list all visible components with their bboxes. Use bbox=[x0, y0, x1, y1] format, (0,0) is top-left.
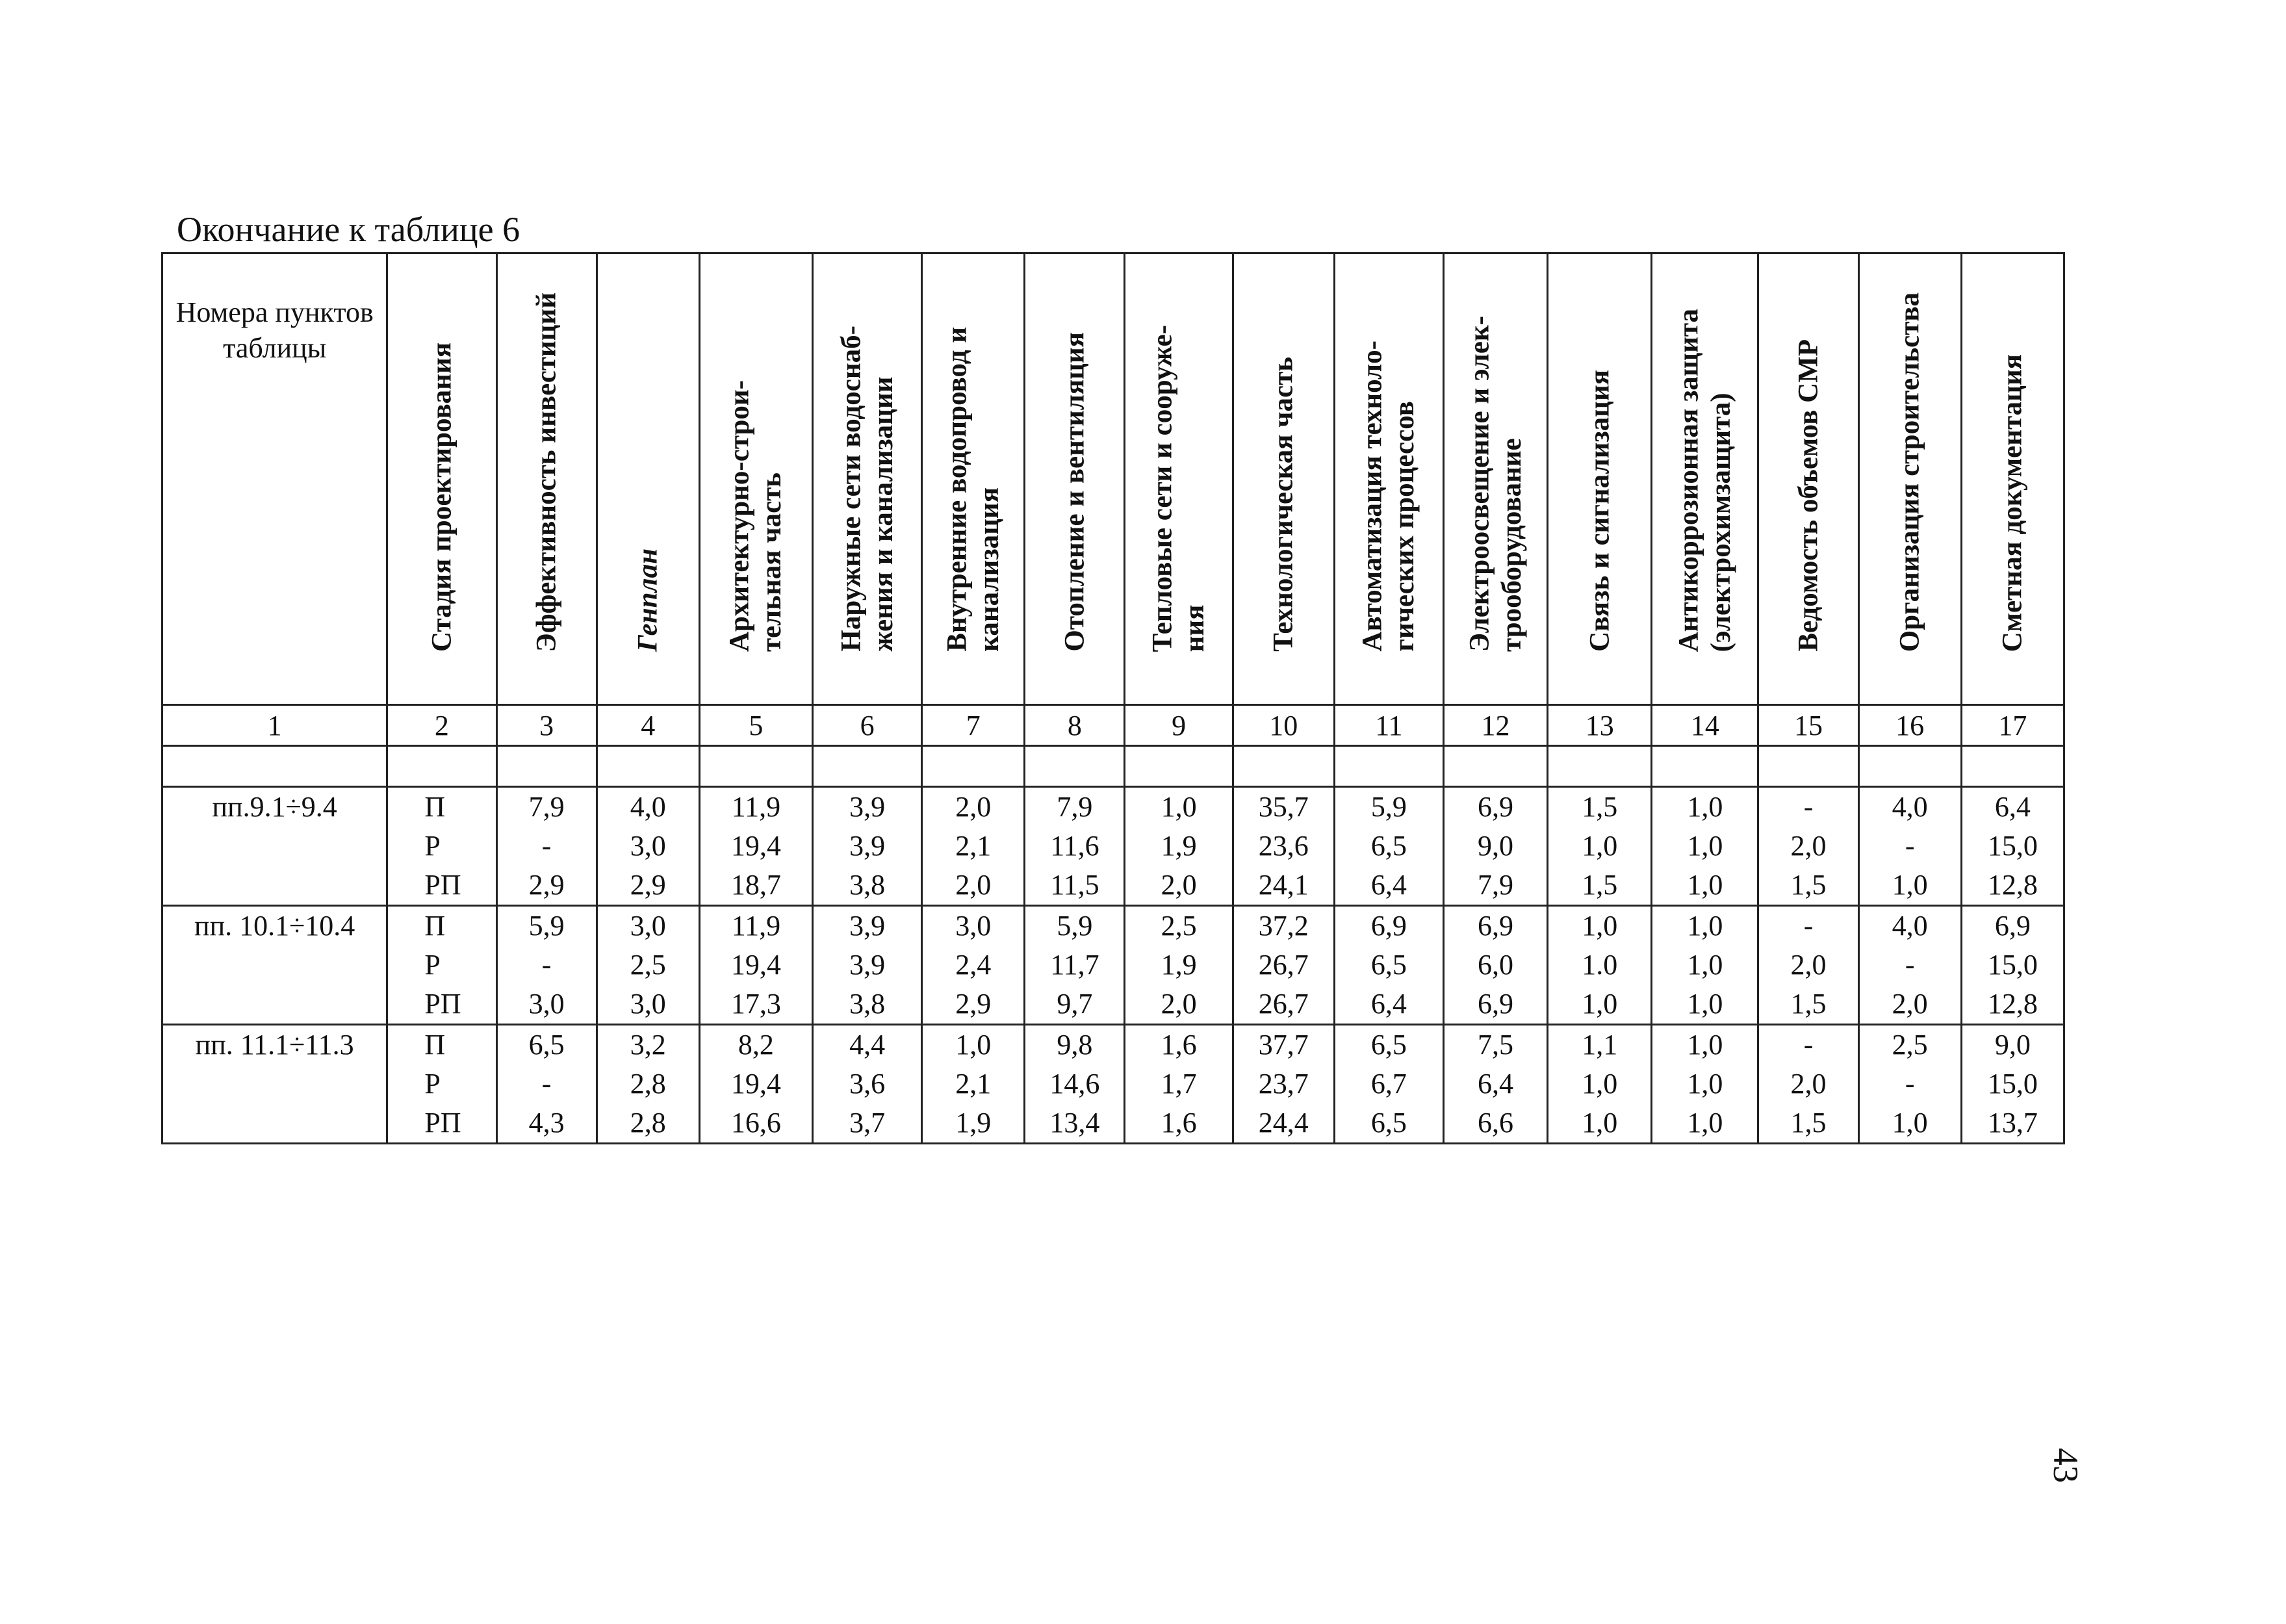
column-number: 5 bbox=[699, 705, 812, 746]
column-number: 4 bbox=[597, 705, 699, 746]
cell-value: 1,6 bbox=[1161, 1107, 1197, 1139]
spacer-cell bbox=[496, 746, 597, 787]
value-cell bbox=[922, 906, 1025, 1025]
cell-value: 2,0 bbox=[955, 791, 992, 823]
column-number: 13 bbox=[1548, 705, 1652, 746]
cell-value: 1,9 bbox=[1161, 830, 1197, 862]
value-cell bbox=[1233, 906, 1334, 1025]
header-label: Внутренние водопровод и канализация bbox=[942, 327, 1005, 652]
cell-value: 3,8 bbox=[849, 988, 886, 1020]
cell-value: 26,7 bbox=[1258, 949, 1309, 981]
value-cell bbox=[496, 906, 597, 1025]
spacer-cell bbox=[1443, 746, 1547, 787]
cell-value: 16,6 bbox=[730, 1107, 781, 1139]
cell-value: 7,9 bbox=[528, 791, 565, 823]
cell-value: 2,0 bbox=[1790, 830, 1827, 862]
cell-value: 1.0 bbox=[1582, 949, 1618, 981]
column-number: 14 bbox=[1652, 705, 1758, 746]
column-number-row bbox=[162, 705, 2064, 746]
stage-value: РП bbox=[424, 988, 461, 1020]
header-cell bbox=[1233, 253, 1334, 705]
cell-value: 2,0 bbox=[1161, 869, 1197, 901]
spacer-cell bbox=[922, 746, 1025, 787]
column-number: 11 bbox=[1334, 705, 1443, 746]
header-cell bbox=[1025, 253, 1125, 705]
cell-value: 24,1 bbox=[1258, 869, 1309, 901]
row-label: пп. 11.1÷11.3 bbox=[162, 1025, 387, 1144]
cell-value: 1,0 bbox=[1687, 791, 1723, 823]
cell-value: 1,0 bbox=[1582, 830, 1618, 862]
cell-value: 11,6 bbox=[1050, 830, 1099, 862]
cell-value: 1,6 bbox=[1161, 1029, 1197, 1061]
cell-value: 2,4 bbox=[955, 949, 992, 981]
cell-value: - bbox=[1803, 910, 1814, 942]
value-cell bbox=[1961, 1025, 2064, 1144]
value-cell bbox=[597, 1025, 699, 1144]
value-cell bbox=[1858, 906, 1961, 1025]
cell-value: - bbox=[1905, 830, 1915, 862]
spacer-cell bbox=[597, 746, 699, 787]
column-number: 7 bbox=[922, 705, 1025, 746]
cell-value: 1,5 bbox=[1790, 869, 1827, 901]
cell-value: 2,0 bbox=[1790, 1068, 1827, 1100]
column-number: 2 bbox=[387, 705, 496, 746]
cell-value: - bbox=[1905, 1068, 1915, 1100]
cell-value: 1,0 bbox=[1582, 988, 1618, 1020]
stage-cell bbox=[387, 787, 496, 906]
cell-value: 4,0 bbox=[630, 791, 666, 823]
cell-value: 3,7 bbox=[849, 1107, 886, 1139]
cell-value: 7,9 bbox=[1478, 869, 1514, 901]
stage-value: РП bbox=[424, 869, 461, 901]
cell-value: 3,8 bbox=[849, 869, 886, 901]
cell-value: 1,0 bbox=[1687, 910, 1723, 942]
cell-value: 15,0 bbox=[1987, 949, 2038, 981]
cell-value: 2,0 bbox=[1790, 949, 1827, 981]
cell-value: 1,0 bbox=[1687, 1107, 1723, 1139]
cell-value: 3,9 bbox=[849, 791, 886, 823]
spacer-row bbox=[162, 746, 2064, 787]
column-number: 17 bbox=[1961, 705, 2064, 746]
header-cell bbox=[1443, 253, 1547, 705]
cell-value: 6,4 bbox=[1370, 869, 1407, 901]
cell-value: 17,3 bbox=[730, 988, 781, 1020]
header-label: Наружные сети водоснаб- жения и канализации bbox=[836, 326, 899, 652]
header-cell bbox=[1548, 253, 1652, 705]
stage-value: Р bbox=[424, 1068, 441, 1100]
header-label: Стадия проектирования bbox=[426, 342, 457, 652]
spacer-cell bbox=[1652, 746, 1758, 787]
value-cell bbox=[699, 787, 812, 906]
cell-value: 35,7 bbox=[1258, 791, 1309, 823]
stage-value: П bbox=[424, 791, 446, 823]
cell-value: 2,8 bbox=[630, 1107, 666, 1139]
value-cell bbox=[1652, 787, 1758, 906]
header-cell bbox=[496, 253, 597, 705]
cell-value: 9,8 bbox=[1057, 1029, 1093, 1061]
value-cell bbox=[1233, 1025, 1334, 1144]
cell-value: 13,4 bbox=[1049, 1107, 1100, 1139]
column-number: 8 bbox=[1025, 705, 1125, 746]
spacer-cell bbox=[699, 746, 812, 787]
cell-value: 1,9 bbox=[1161, 949, 1197, 981]
value-cell bbox=[922, 1025, 1025, 1144]
header-cell bbox=[1125, 253, 1233, 705]
cell-value: 1,0 bbox=[1892, 869, 1928, 901]
page-number: 43 bbox=[2046, 1448, 2085, 1483]
cell-value: 1,7 bbox=[1161, 1068, 1197, 1100]
cell-value: 1,5 bbox=[1582, 791, 1618, 823]
spacer-cell bbox=[1858, 746, 1961, 787]
header-label: Технологическая часть bbox=[1268, 357, 1299, 652]
value-cell bbox=[699, 906, 812, 1025]
value-cell bbox=[1443, 1025, 1547, 1144]
value-cell bbox=[699, 1025, 812, 1144]
stage-value: Р bbox=[424, 949, 441, 981]
cell-value: - bbox=[541, 949, 552, 981]
cell-value: 18,7 bbox=[730, 869, 781, 901]
value-cell bbox=[496, 1025, 597, 1144]
header-cell bbox=[387, 253, 496, 705]
header-label: Организация строительства bbox=[1894, 292, 1925, 652]
cell-value: 19,4 bbox=[730, 830, 781, 862]
value-cell bbox=[1233, 787, 1334, 906]
cell-value: 6,4 bbox=[1478, 1068, 1514, 1100]
cell-value: - bbox=[1803, 791, 1814, 823]
header-cell bbox=[1334, 253, 1443, 705]
cell-value: 2,9 bbox=[955, 988, 992, 1020]
table-body bbox=[162, 787, 2064, 1144]
value-cell bbox=[1025, 787, 1125, 906]
header-cell bbox=[699, 253, 812, 705]
value-cell bbox=[1125, 787, 1233, 906]
header-cell bbox=[922, 253, 1025, 705]
value-cell bbox=[1548, 787, 1652, 906]
cell-value: 8,2 bbox=[738, 1029, 774, 1061]
header-label: Связь и сигнализация bbox=[1584, 370, 1615, 652]
cell-value: 1,0 bbox=[1892, 1107, 1928, 1139]
cell-value: 7,9 bbox=[1057, 791, 1093, 823]
cell-value: 1,0 bbox=[1582, 910, 1618, 942]
header-cell bbox=[813, 253, 922, 705]
value-cell bbox=[1443, 787, 1547, 906]
value-cell bbox=[1443, 906, 1547, 1025]
column-number: 3 bbox=[496, 705, 597, 746]
cell-value: 2,1 bbox=[955, 1068, 992, 1100]
cell-value: 1,5 bbox=[1790, 1107, 1827, 1139]
spacer-cell bbox=[813, 746, 922, 787]
cell-value: 1,9 bbox=[955, 1107, 992, 1139]
spacer-cell bbox=[1961, 746, 2064, 787]
data-table bbox=[161, 252, 2065, 1144]
value-cell bbox=[1858, 787, 1961, 906]
cell-value: 2,5 bbox=[630, 949, 666, 981]
spacer-cell bbox=[1025, 746, 1125, 787]
value-cell bbox=[496, 787, 597, 906]
cell-value: 14,6 bbox=[1049, 1068, 1100, 1100]
row-label: пп.9.1÷9.4 bbox=[162, 787, 387, 906]
cell-value: 19,4 bbox=[730, 1068, 781, 1100]
table-row bbox=[162, 1025, 2064, 1144]
cell-value: 3,9 bbox=[849, 949, 886, 981]
cell-value: 6,5 bbox=[528, 1029, 565, 1061]
value-cell bbox=[1334, 1025, 1443, 1144]
cell-value: 6,7 bbox=[1370, 1068, 1407, 1100]
header-label: Эффективность инвестиций bbox=[531, 292, 562, 652]
cell-value: 6,4 bbox=[1994, 791, 2031, 823]
header-label: Антикоррозионная защита (электрохимзащита) bbox=[1673, 308, 1736, 652]
value-cell bbox=[922, 787, 1025, 906]
cell-value: 2,9 bbox=[630, 869, 666, 901]
spacer-cell bbox=[387, 746, 496, 787]
cell-value: 6,9 bbox=[1994, 910, 2031, 942]
cell-value: 23,6 bbox=[1258, 830, 1309, 862]
cell-value: 5,9 bbox=[1057, 910, 1093, 942]
cell-value: 1,0 bbox=[1582, 1068, 1618, 1100]
column-number: 15 bbox=[1758, 705, 1858, 746]
cell-value: 3,9 bbox=[849, 830, 886, 862]
cell-value: 15,0 bbox=[1987, 830, 2038, 862]
header-cell: Номера пунктов таблицы bbox=[162, 253, 387, 705]
header-label: Архитектурно-строи- тельная часть bbox=[724, 380, 788, 652]
cell-value: 3,0 bbox=[630, 988, 666, 1020]
value-cell bbox=[1758, 787, 1858, 906]
stage-cell bbox=[387, 906, 496, 1025]
value-cell bbox=[597, 906, 699, 1025]
column-number: 12 bbox=[1443, 705, 1547, 746]
value-cell bbox=[1548, 906, 1652, 1025]
header-cell bbox=[1652, 253, 1758, 705]
cell-value: 1,0 bbox=[1687, 1029, 1723, 1061]
header-row bbox=[162, 253, 2064, 705]
value-cell bbox=[1334, 906, 1443, 1025]
value-cell bbox=[1758, 1025, 1858, 1144]
cell-value: 12,8 bbox=[1987, 988, 2038, 1020]
cell-value: 1,0 bbox=[1687, 949, 1723, 981]
value-cell bbox=[813, 787, 922, 906]
cell-value: 4,4 bbox=[849, 1029, 886, 1061]
spacer-cell bbox=[1334, 746, 1443, 787]
column-number: 9 bbox=[1125, 705, 1233, 746]
value-cell bbox=[1858, 1025, 1961, 1144]
table-row bbox=[162, 787, 2064, 906]
value-cell bbox=[813, 906, 922, 1025]
value-cell bbox=[1548, 1025, 1652, 1144]
cell-value: 1,5 bbox=[1582, 869, 1618, 901]
stage-value: Р bbox=[424, 830, 441, 862]
value-cell bbox=[1961, 906, 2064, 1025]
cell-value: 2,1 bbox=[955, 830, 992, 862]
cell-value: 1,0 bbox=[1687, 869, 1723, 901]
cell-value: 7,5 bbox=[1478, 1029, 1514, 1061]
cell-value: 3,0 bbox=[630, 830, 666, 862]
cell-value: 6,4 bbox=[1370, 988, 1407, 1020]
header-cell bbox=[1758, 253, 1858, 705]
header-cell bbox=[597, 253, 699, 705]
cell-value: 6,6 bbox=[1478, 1107, 1514, 1139]
cell-value: 6,9 bbox=[1478, 988, 1514, 1020]
value-cell bbox=[1125, 1025, 1233, 1144]
cell-value: 11,9 bbox=[731, 910, 781, 942]
cell-value: 3,6 bbox=[849, 1068, 886, 1100]
cell-value: 6,5 bbox=[1370, 1029, 1407, 1061]
cell-value: - bbox=[1803, 1029, 1814, 1061]
stage-value: РП bbox=[424, 1107, 461, 1139]
spacer-cell bbox=[1125, 746, 1233, 787]
header-label: Электроосвещение и элек- трооборудование bbox=[1464, 316, 1527, 652]
header-label: Генплан bbox=[632, 548, 663, 652]
value-cell bbox=[1025, 1025, 1125, 1144]
column-number: 10 bbox=[1233, 705, 1334, 746]
header-cell bbox=[1961, 253, 2064, 705]
cell-value: 5,9 bbox=[528, 910, 565, 942]
cell-value: 2,8 bbox=[630, 1068, 666, 1100]
cell-value: 2,0 bbox=[1892, 988, 1928, 1020]
cell-value: 1,0 bbox=[1582, 1107, 1618, 1139]
stage-value: П bbox=[424, 910, 446, 942]
value-cell bbox=[1025, 906, 1125, 1025]
cell-value: 11,5 bbox=[1050, 869, 1099, 901]
cell-value: 6,5 bbox=[1370, 949, 1407, 981]
cell-value: 6,9 bbox=[1370, 910, 1407, 942]
cell-value: 6,0 bbox=[1478, 949, 1514, 981]
cell-value: 3,2 bbox=[630, 1029, 666, 1061]
cell-value: 3,0 bbox=[630, 910, 666, 942]
cell-value: 4,0 bbox=[1892, 791, 1928, 823]
cell-value: 1,0 bbox=[1687, 1068, 1723, 1100]
table-row bbox=[162, 906, 2064, 1025]
header-label: Сметная документация bbox=[1997, 354, 2028, 652]
header-label: Тепловые сети и сооруже- ния bbox=[1147, 324, 1211, 652]
cell-value: - bbox=[1905, 949, 1915, 981]
stage-value: П bbox=[424, 1029, 446, 1061]
cell-value: 15,0 bbox=[1987, 1068, 2038, 1100]
cell-value: 19,4 bbox=[730, 949, 781, 981]
cell-value: 1,0 bbox=[1161, 791, 1197, 823]
cell-value: 3,9 bbox=[849, 910, 886, 942]
cell-value: 3,0 bbox=[955, 910, 992, 942]
header-label: Ведомость объемов СМР bbox=[1793, 339, 1824, 652]
value-cell bbox=[1961, 787, 2064, 906]
cell-value: 4,0 bbox=[1892, 910, 1928, 942]
cell-value: 13,7 bbox=[1987, 1107, 2038, 1139]
cell-value: 24,4 bbox=[1258, 1107, 1309, 1139]
cell-value: 3,0 bbox=[528, 988, 565, 1020]
cell-value: 5,9 bbox=[1370, 791, 1407, 823]
spacer-cell bbox=[1758, 746, 1858, 787]
spacer-cell bbox=[162, 746, 387, 787]
value-cell bbox=[1652, 906, 1758, 1025]
cell-value: 23,7 bbox=[1258, 1068, 1309, 1100]
cell-value: 1,1 bbox=[1582, 1029, 1618, 1061]
cell-value: 2,5 bbox=[1161, 910, 1197, 942]
cell-value: 6,9 bbox=[1478, 910, 1514, 942]
cell-value: 11,9 bbox=[731, 791, 781, 823]
cell-value: 6,5 bbox=[1370, 830, 1407, 862]
cell-value: 1,0 bbox=[1687, 988, 1723, 1020]
table-caption: Окончание к таблице 6 bbox=[177, 210, 520, 249]
cell-value: 2,0 bbox=[955, 869, 992, 901]
value-cell bbox=[1125, 906, 1233, 1025]
cell-value: 37,2 bbox=[1258, 910, 1309, 942]
value-cell bbox=[813, 1025, 922, 1144]
spacer-cell bbox=[1233, 746, 1334, 787]
cell-value: 6,9 bbox=[1478, 791, 1514, 823]
column-number: 6 bbox=[813, 705, 922, 746]
cell-value: - bbox=[541, 830, 552, 862]
cell-value: - bbox=[541, 1068, 552, 1100]
cell-value: 2,0 bbox=[1161, 988, 1197, 1020]
value-cell bbox=[1334, 787, 1443, 906]
header-label: Автоматизация техноло- гических процессов bbox=[1357, 341, 1420, 652]
header-cell bbox=[1858, 253, 1961, 705]
cell-value: 2,9 bbox=[528, 869, 565, 901]
cell-value: 6,5 bbox=[1370, 1107, 1407, 1139]
cell-value: 1,5 bbox=[1790, 988, 1827, 1020]
column-number: 1 bbox=[162, 705, 387, 746]
value-cell bbox=[597, 787, 699, 906]
cell-value: 4,3 bbox=[528, 1107, 565, 1139]
cell-value: 1,0 bbox=[1687, 830, 1723, 862]
cell-value: 9,7 bbox=[1057, 988, 1093, 1020]
value-cell bbox=[1758, 906, 1858, 1025]
cell-value: 37,7 bbox=[1258, 1029, 1309, 1061]
header-label: Отопление и вентиляция bbox=[1059, 332, 1090, 652]
cell-value: 1,0 bbox=[955, 1029, 992, 1061]
cell-value: 12,8 bbox=[1987, 869, 2038, 901]
cell-value: 26,7 bbox=[1258, 988, 1309, 1020]
spacer-cell bbox=[1548, 746, 1652, 787]
row-label: пп. 10.1÷10.4 bbox=[162, 906, 387, 1025]
cell-value: 2,5 bbox=[1892, 1029, 1928, 1061]
column-number: 16 bbox=[1858, 705, 1961, 746]
cell-value: 9,0 bbox=[1478, 830, 1514, 862]
cell-value: 9,0 bbox=[1994, 1029, 2031, 1061]
stage-cell bbox=[387, 1025, 496, 1144]
value-cell bbox=[1652, 1025, 1758, 1144]
cell-value: 11,7 bbox=[1050, 949, 1099, 981]
